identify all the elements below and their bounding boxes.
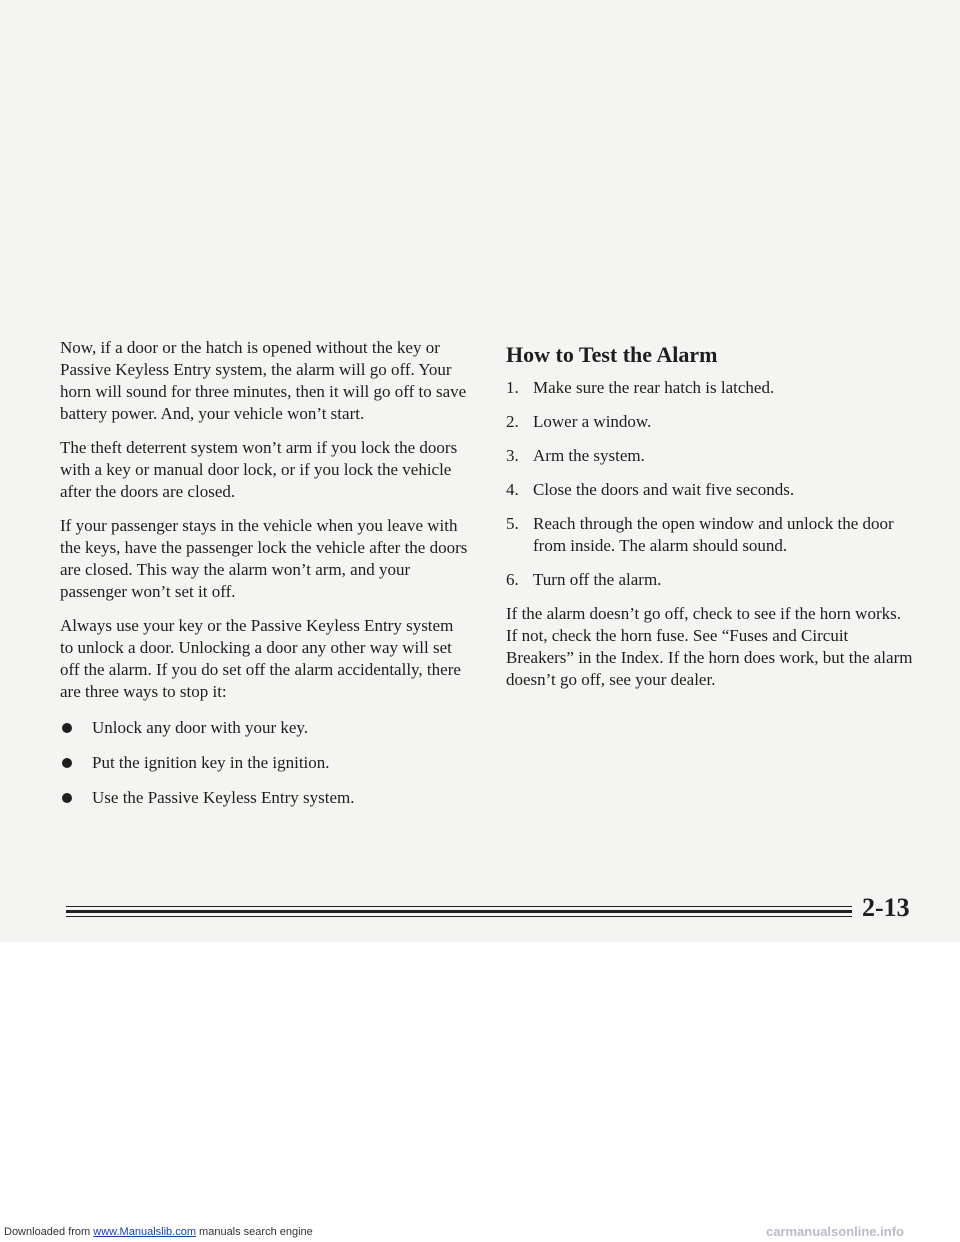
- test-steps-list: [506, 377, 916, 591]
- step-item: [506, 377, 916, 399]
- stop-alarm-list: [60, 717, 468, 809]
- bullet-icon: [62, 758, 72, 768]
- rule-line-thin-top: [66, 906, 852, 907]
- step-item: [506, 445, 916, 467]
- list-item-text: Use the Passive Keyless Entry system.: [92, 788, 355, 807]
- step-number: 6.: [506, 570, 519, 589]
- list-item: [60, 787, 468, 809]
- step-item: [506, 411, 916, 433]
- step-text: Turn off the alarm.: [533, 570, 662, 589]
- paragraph-alarm-behavior: Now, if a door or the hatch is opened without the key or Passive Keyless Entry system, the alarm will go off. Your horn will sound for three minutes, then it will go off to save battery power. And, your vehicle won’t start.: [60, 338, 467, 423]
- left-column: [60, 337, 468, 822]
- paragraph-arm-conditions: The theft deterrent system won’t arm if you lock the doors with a key or manual door lock, or if you lock the vehicle after the doors are closed.: [60, 438, 458, 501]
- footer-suffix: manuals search engine: [199, 1226, 313, 1238]
- watermark: carmanualsonline.info: [766, 1224, 904, 1239]
- step-number: 1.: [506, 378, 519, 397]
- step-number: 5.: [506, 514, 519, 533]
- step-text: Close the doors and wait five seconds.: [533, 480, 795, 499]
- step-item: [506, 513, 916, 557]
- list-item-text: Put the ignition key in the ignition.: [92, 753, 330, 772]
- rule-line-thin-bottom: [66, 916, 852, 917]
- step-number: 3.: [506, 446, 519, 465]
- step-text: Reach through the open window and unlock the door from inside. The alarm should sound.: [533, 514, 894, 555]
- step-text: Make sure the rear hatch is latched.: [533, 378, 775, 397]
- step-number: 4.: [506, 480, 519, 499]
- download-footer: [4, 1226, 313, 1239]
- step-number: 2.: [506, 412, 519, 431]
- step-text: Arm the system.: [533, 446, 645, 465]
- manualslib-link[interactable]: www.Manualslib.com: [93, 1226, 196, 1238]
- section-heading: How to Test the Alarm: [506, 342, 718, 367]
- step-text: Lower a window.: [533, 412, 652, 431]
- step-item: [506, 479, 916, 501]
- list-item: [60, 717, 468, 739]
- list-item: [60, 752, 468, 774]
- footer-rule: [66, 906, 852, 918]
- bullet-icon: [62, 723, 72, 733]
- rule-line-thick: [66, 910, 852, 913]
- page-number: 2-13: [862, 893, 910, 922]
- footer-prefix: Downloaded from: [4, 1226, 91, 1238]
- paragraph-unlock-advice: Always use your key or the Passive Keyless Entry system to unlock a door. Unlocking a door any other way will set off the alarm. If you do set off the alarm accidentally, there are three ways to stop it:: [60, 616, 461, 701]
- paragraph-passenger: If your passenger stays in the vehicle when you leave with the keys, have the passenger lock the vehicle after the doors are closed. This way the alarm won’t arm, and your passenger won’t set it off.: [60, 516, 468, 601]
- step-item: [506, 569, 916, 591]
- right-column: [506, 337, 916, 703]
- bullet-icon: [62, 793, 72, 803]
- paragraph-troubleshoot: If the alarm doesn’t go off, check to see if the horn works. If not, check the horn fuse. See “Fuses and Circuit Breakers” in the Index. If the horn does work, but the alarm doesn’t go off, see your dealer.: [506, 604, 913, 689]
- list-item-text: Unlock any door with your key.: [92, 718, 309, 737]
